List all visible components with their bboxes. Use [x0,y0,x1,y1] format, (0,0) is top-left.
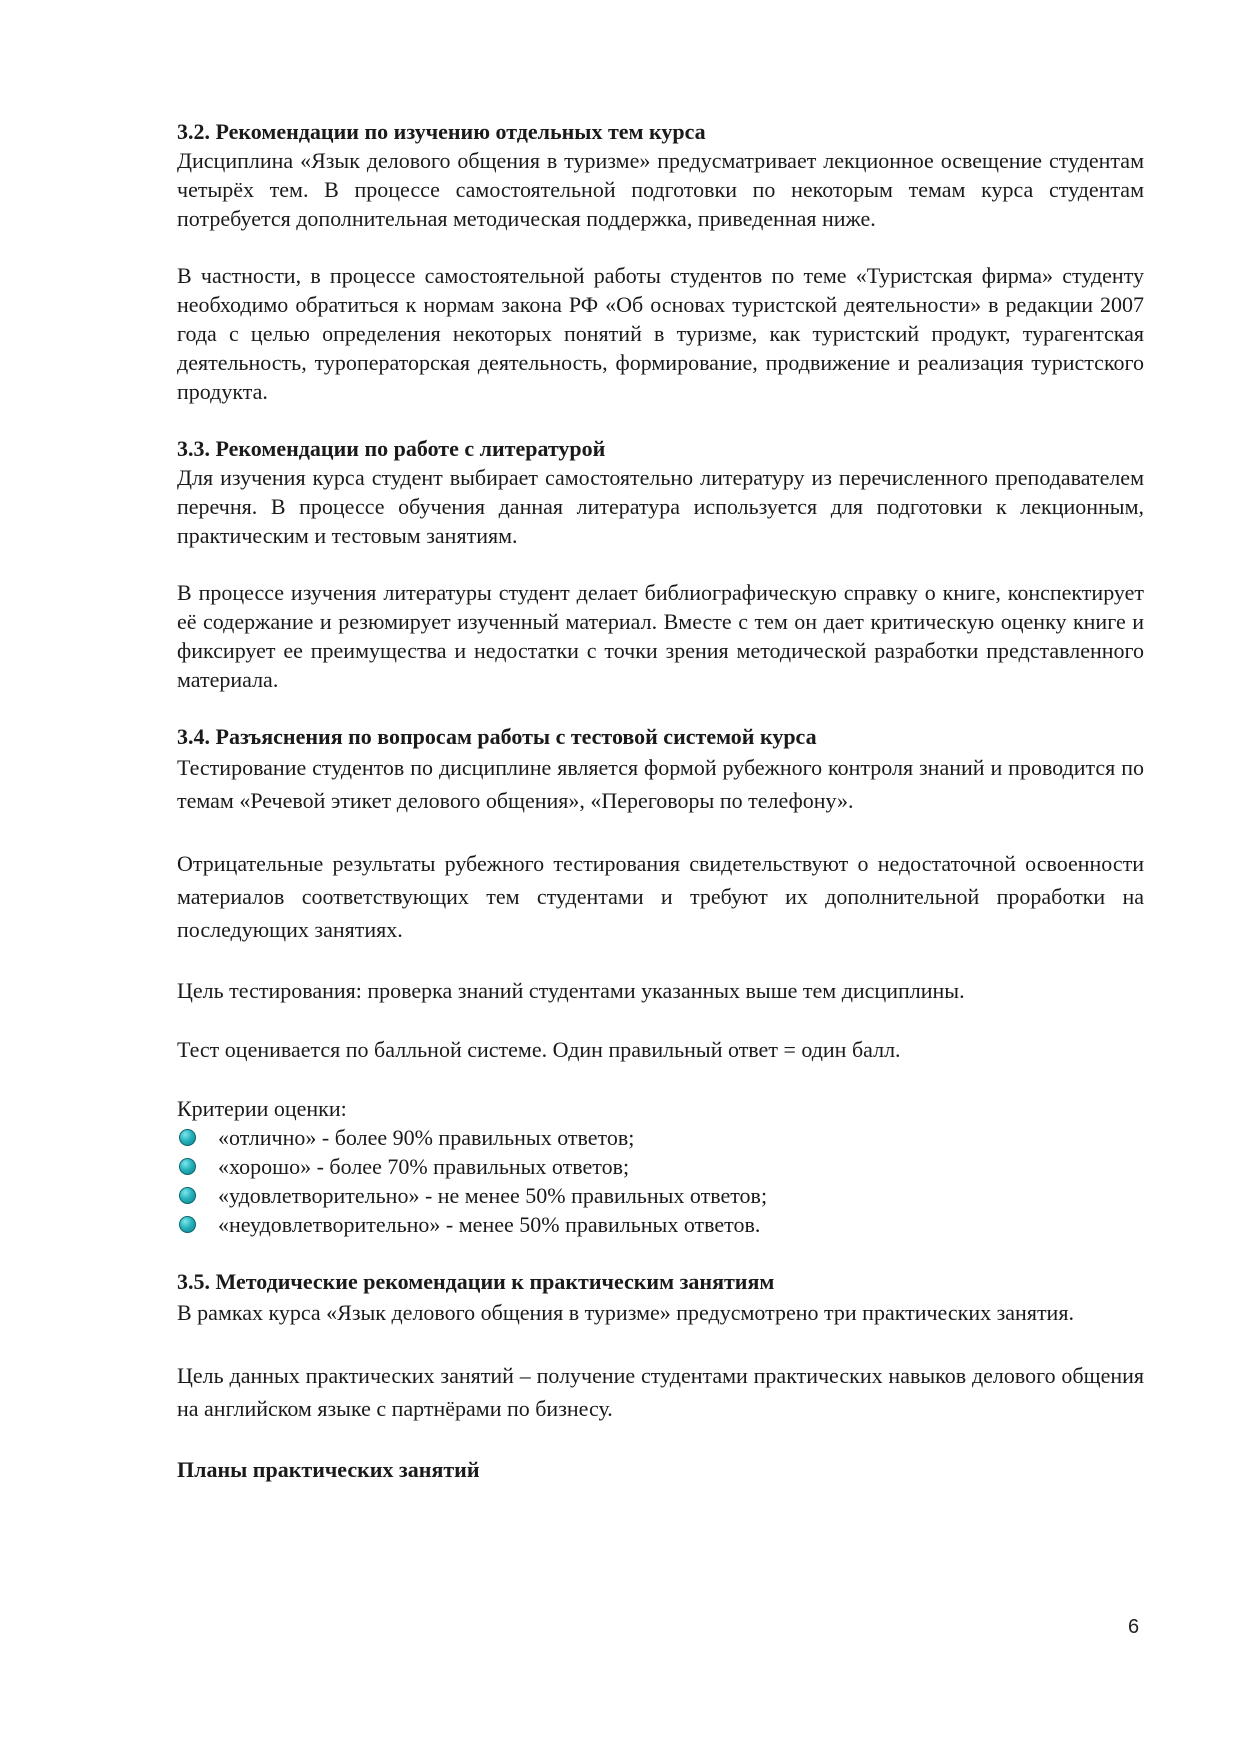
bullet-circle-icon [179,1216,196,1233]
list-item [177,1152,1144,1181]
list-item [177,1210,1144,1239]
bullet-circle-icon [179,1129,196,1146]
section-3-4-paragraph-3: Цель тестирования: проверка знаний студентами указанных выше тем дисциплины. [177,978,965,1003]
section-3-3-paragraph-2: В процессе изучения литературы студент делает библиографическую справку о книге, конспектирует её содержание и резюмирует изученный материал. Вместе с тем он дает критическую оценку книге и фиксирует ее преимущества и недостатки с точки зрения методической разработки представленного материала. [177,580,1144,692]
criteria-list [177,1123,1144,1239]
section-3-2-paragraph-1: Дисциплина «Язык делового общения в туризме» предусматривает лекционное освещение студентам четырёх тем. В процессе самостоятельной подготовки по некоторым темам курса студентам потребуется дополнительная методическая поддержка, приведенная ниже. [177,148,1144,231]
bullet-circle-icon [179,1158,196,1175]
section-3-3-title: 3.3. Рекомендации по работе с литературой [177,436,606,461]
criteria-item-text: «хорошо» - более 70% правильных ответов; [218,1154,630,1179]
criteria-item-text: «удовлетворительно» - не менее 50% правильных ответов; [218,1183,768,1208]
criteria-label: Критерии оценки: [177,1096,347,1121]
criteria-item-text: «отлично» - более 90% правильных ответов; [218,1125,635,1150]
section-3-4-paragraph-4: Тест оценивается по балльной системе. Один правильный ответ = один балл. [177,1037,901,1062]
section-3-2-paragraph-2: В частности, в процессе самостоятельной работы студентов по теме «Туристская фирма» студенту необходимо обратиться к нормам закона РФ «Об основах туристской деятельности» в редакции 2007 года с целью определения некоторых понятий в туризме, как туристский продукт, турагентская деятельность, туроператорская деятельность, формирование, продвижение и реализация туристского продукта. [177,263,1144,404]
section-3-4-title: 3.4. Разъяснения по вопросам работы с тестовой системой курса [177,724,817,749]
practical-plans-heading: Планы практических занятий [177,1457,480,1482]
list-item [177,1123,1144,1152]
section-3-3-paragraph-1: Для изучения курса студент выбирает самостоятельно литературу из перечисленного преподавателем перечня. В процессе обучения данная литература используется для подготовки к лекционным, практическим и тестовым занятиям. [177,465,1144,548]
bullet-circle-icon [179,1187,196,1204]
list-item [177,1181,1144,1210]
section-3-5-title: 3.5. Методические рекомендации к практическим занятиям [177,1269,775,1294]
section-3-5-paragraph-1: В рамках курса «Язык делового общения в туризме» предусмотрено три практических занятия. [177,1300,1074,1325]
section-3-4-paragraph-1: Тестирование студентов по дисциплине является формой рубежного контроля знаний и проводится по темам «Речевой этикет делового общения», «Переговоры по телефону». [177,755,1144,813]
section-3-4-paragraph-2: Отрицательные результаты рубежного тестирования свидетельствуют о недостаточной освоенности материалов соответствующих тем студентами и требуют их дополнительной проработки на последующих занятиях. [177,851,1144,942]
criteria-item-text: «неудовлетворительно» - менее 50% правильных ответов. [218,1212,761,1237]
page-content [177,117,1144,1484]
section-3-2-title: 3.2. Рекомендации по изучению отдельных тем курса [177,119,706,144]
page-number: 6 [1128,1616,1140,1638]
section-3-5-paragraph-2: Цель данных практических занятий – получение студентами практических навыков делового общения на английском языке с партнёрами по бизнесу. [177,1363,1144,1421]
